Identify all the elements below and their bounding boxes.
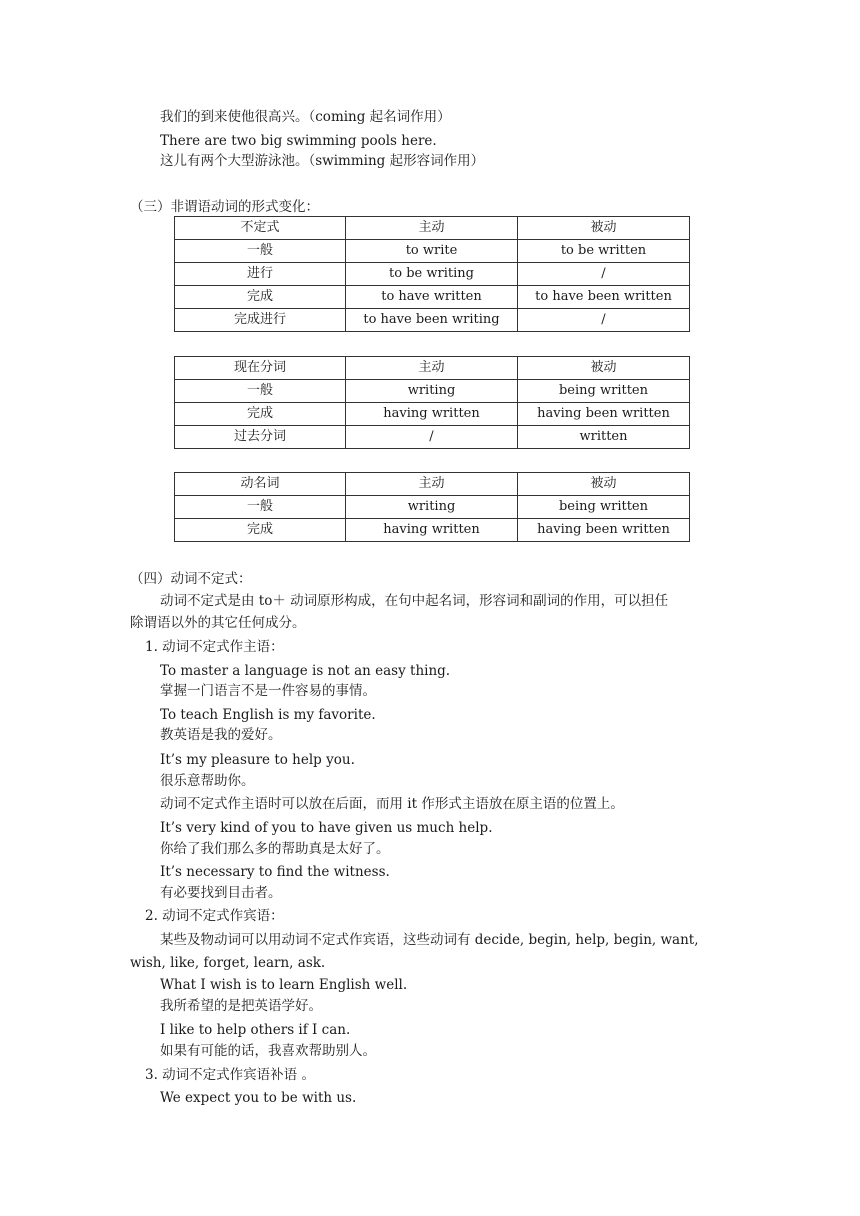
table-cell: writing (346, 496, 518, 519)
example-line: It’s my pleasure to help you. (160, 752, 355, 768)
table-row (175, 263, 690, 286)
example-line: I like to help others if I can. (160, 1022, 351, 1038)
example-line: It’s very kind of you to have given us much help. (160, 820, 493, 836)
example-line: 很乐意帮助你。 (160, 773, 255, 789)
table-cell: 完成进行 (175, 309, 346, 332)
section-heading: （四）动词不定式： (130, 571, 252, 587)
example-line: There are two big swimming pools here. (160, 133, 437, 149)
table-header-row (175, 357, 690, 380)
example-line: To teach English is my favorite. (160, 707, 376, 723)
example-line: It’s necessary to find the witness. (160, 864, 390, 880)
example-line: 动词不定式作主语时可以放在后面，而用 it 作形式主语放在原主语的位置上。 (160, 796, 624, 812)
example-line: 我所希望的是把英语学好。 (160, 998, 322, 1014)
table-cell: 进行 (175, 263, 346, 286)
example-line: 掌握一门语言不是一件容易的事情。 (160, 683, 376, 699)
table-cell: writing (346, 380, 518, 403)
example-line: To master a language is not an easy thing. (160, 663, 451, 679)
table-cell: 一般 (175, 240, 346, 263)
example-line: What I wish is to learn English well. (160, 977, 408, 993)
table-row (175, 426, 690, 449)
table-cell: having been written (518, 519, 690, 542)
table-cell: 动名词 (175, 473, 346, 496)
table-row (175, 496, 690, 519)
table-cell: 被动 (518, 357, 690, 380)
table-cell: to write (346, 240, 518, 263)
example-line: 如果有可能的话，我喜欢帮助别人。 (160, 1043, 376, 1059)
table-cell: to be writing (346, 263, 518, 286)
table-cell: 主动 (346, 357, 518, 380)
table-cell: 过去分词 (175, 426, 346, 449)
gerund-forms-table (174, 472, 690, 542)
paragraph-line: wish, like, forget, learn, ask. (130, 955, 326, 971)
table-cell: being written (518, 496, 690, 519)
table-cell: 被动 (518, 217, 690, 240)
table-cell: to be written (518, 240, 690, 263)
table-cell: 一般 (175, 380, 346, 403)
table-cell: to have written (346, 286, 518, 309)
table-cell: 主动 (346, 473, 518, 496)
paragraph-line: 除谓语以外的其它任何成分。 (130, 615, 306, 631)
infinitive-forms-table (174, 216, 690, 332)
table-cell: having written (346, 403, 518, 426)
table-row (175, 519, 690, 542)
table-cell: 不定式 (175, 217, 346, 240)
table-cell: having been written (518, 403, 690, 426)
table-cell: 一般 (175, 496, 346, 519)
table-cell: 完成 (175, 403, 346, 426)
table-cell: to have been writing (346, 309, 518, 332)
paragraph-line: 动词不定式是由 to＋ 动词原形构成，在句中起名词，形容词和副词的作用，可以担任 (160, 593, 669, 609)
table-cell: 被动 (518, 473, 690, 496)
table-cell: being written (518, 380, 690, 403)
table-cell: / (518, 263, 690, 286)
table-cell: / (346, 426, 518, 449)
subsection-heading: 1. 动词不定式作主语： (145, 639, 284, 655)
example-line: 教英语是我的爱好。 (160, 727, 282, 743)
table-cell: having written (346, 519, 518, 542)
table-header-row (175, 473, 690, 496)
example-line: 我们的到来使他很高兴。（coming 起名词作用） (160, 109, 451, 125)
table-cell: 现在分词 (175, 357, 346, 380)
subsection-heading: 3. 动词不定式作宾语补语 。 (145, 1067, 315, 1083)
subsection-heading: 2. 动词不定式作宾语： (145, 908, 284, 924)
table-cell: to have been written (518, 286, 690, 309)
table-row (175, 240, 690, 263)
table-row (175, 403, 690, 426)
table-cell: / (518, 309, 690, 332)
example-line: 有必要找到目击者。 (160, 885, 282, 901)
section-heading: （三）非谓语动词的形式变化： (130, 199, 319, 215)
table-header-row (175, 217, 690, 240)
example-line: 你给了我们那么多的帮助真是太好了。 (160, 841, 390, 857)
table-cell: 完成 (175, 519, 346, 542)
table-row (175, 380, 690, 403)
example-line: 这儿有两个大型游泳池。（swimming 起形容词作用） (160, 153, 485, 169)
table-row (175, 286, 690, 309)
paragraph-line: 某些及物动词可以用动词不定式作宾语，这些动词有 decide, begin, help, begin, want, (160, 932, 699, 948)
table-cell: 主动 (346, 217, 518, 240)
example-line: We expect you to be with us. (160, 1090, 357, 1106)
table-cell: written (518, 426, 690, 449)
participle-forms-table (174, 356, 690, 449)
table-cell: 完成 (175, 286, 346, 309)
table-row (175, 309, 690, 332)
